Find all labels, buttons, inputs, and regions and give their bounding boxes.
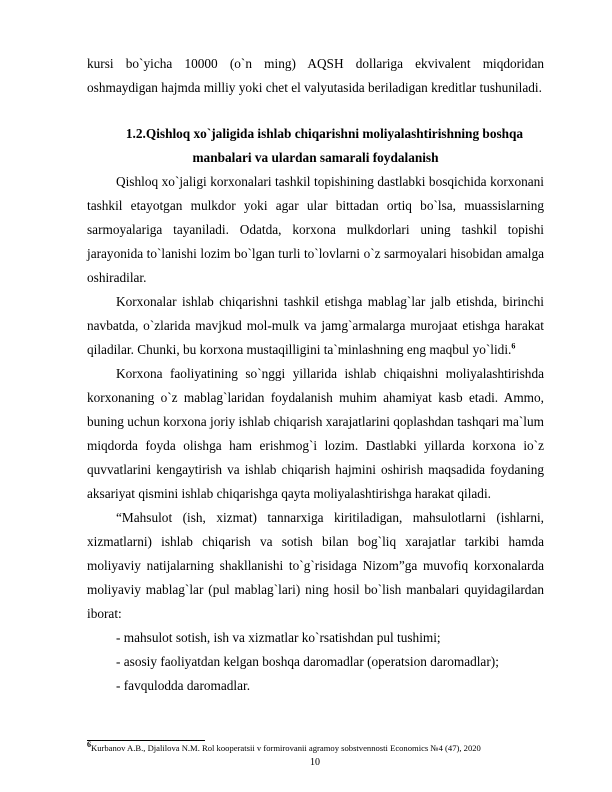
paragraph-3: Korxona faoliyatining so`nggi yillarida ishlab chiqaishni moliyalashtirishda korxonaning o`z mablag`laridan foydalanish muhim ahamiyat kasb etadi. Ammo, buning uchun korxona joriy ishlab chiqarish xarajatlarini qoplashdan tashqari ma`lum miqdorda foyda olishga ham erishmog`i lozim. Dastlabki yillarda korxona io`z quvvatlarini kengaytirish va ishlab chiqarish hajmini oshirish maqsadida foydaning aksariyat qismini ishlab chiqarishga qayta moliyalashtirishga harakat qiladi. [87, 366, 544, 501]
paragraph-continuation: kursi bo`yicha 10000 (o`n ming) AQSH dollariga ekvivalent miqdoridan oshmaydigan hajmda milliy yoki chet el valyutasida beriladigan kreditlar tushuniladi. [87, 56, 544, 95]
section-heading-line-2: manbalari va ulardan samarali foydalanish [192, 150, 439, 165]
list-item: - favqulodda daromadlar. [116, 678, 251, 693]
footnote-separator [87, 740, 205, 741]
paragraph-1: Qishloq xo`jaligi korxonalari tashkil topishining dastlabki bosqichida korxonani tashkil etayotgan mulkdor yoki agar ular bittadan ortiq bo`lsa, muassislarning sarmoyalariga tayaniladi. Odatda, korxona mulkdorlari uning tashkil topishi jarayonida to`lanishi lozim bo`lgan turli to`lovlarni o`z sarmoyalari hisobidan amalga oshiradilar. [87, 174, 544, 285]
body-text [87, 52, 544, 698]
list-item: - mahsulot sotish, ish va xizmatlar ko`rsatishdan pul tushimi; [116, 630, 441, 645]
section-heading-line-1: 1.2.Qishloq xo`jaligida ishlab chiqarishni moliyalashtirishning boshqa [125, 126, 524, 141]
paragraph-2-text: Korxonalar ishlab chiqarishni tashkil etishga mablag`lar jalb etishda, birinchi navbatda, o`zlarida mavjkud mol-mulk va jamg`armalarga murojaat etishga harakat qiladilar. Chunki, bu korxona mustaqilligini ta`minlashning eng maqbul yo`lidi. [87, 294, 544, 357]
footnote-marker[interactable]: 6 [511, 341, 516, 351]
footnote [87, 742, 481, 754]
list-item: - asosiy faoliyatdan kelgan boshqa daromadlar (operatsion daromadlar); [116, 654, 499, 669]
footnote-number: 6 [87, 740, 91, 750]
footnote-text: Kurbanov A.B., Djalilova N.M. Rol kooperatsii v formirovanii agramoy sobstvennosti Economics №4 (47), 2020 [91, 743, 481, 753]
paragraph-2 [87, 290, 544, 362]
section-heading [87, 122, 544, 170]
paragraph-4: “Mahsulot (ish, xizmat) tannarxiga kiritiladigan, mahsulotlarni (ishlarni, xizmatlarni) ishlab chiqarish va sotish bilan bog`liq xarajatlar tarkibi hamda moliyaviy natijalarning shakllanishi to`g`risidaga Nizom”ga muvofiq korxonalarda moliyaviy mablag`lar (pul mablag`lari) ning hosil bo`lish manbalari quyidagilardan iborat: [87, 510, 544, 621]
page-number: 10 [310, 757, 320, 768]
